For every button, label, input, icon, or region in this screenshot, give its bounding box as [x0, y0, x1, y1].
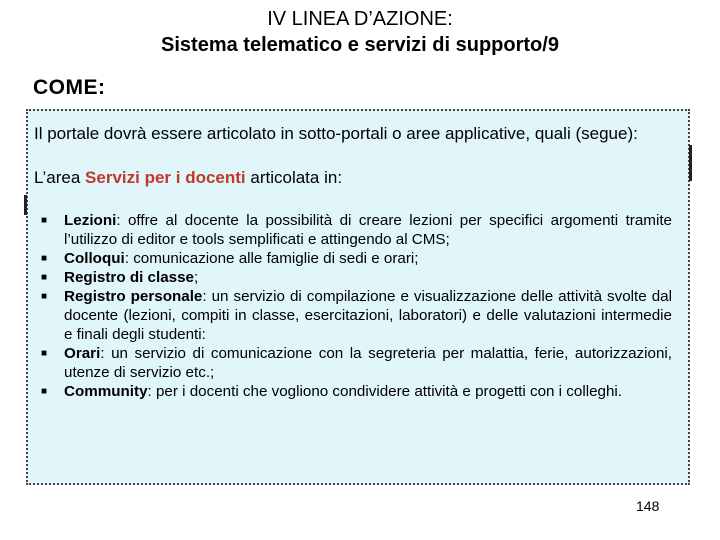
list-item — [34, 211, 672, 249]
square-bullet-icon: ■ — [41, 386, 48, 397]
item-text: : per i docenti che vogliono condividere attività e progetti con i colleghi. — [147, 383, 622, 400]
area-highlight: Servizi per i docenti — [85, 168, 246, 187]
square-bullet-icon: ■ — [41, 253, 48, 264]
square-bullet-icon: ■ — [41, 291, 48, 302]
list-item — [34, 344, 672, 382]
list-item — [34, 268, 672, 287]
section-label: COME: — [33, 76, 106, 99]
square-bullet-icon: ■ — [41, 272, 48, 283]
slide-title — [0, 6, 720, 58]
item-term: Orari — [64, 345, 101, 362]
right-edge-bar — [689, 145, 692, 181]
content-box — [26, 109, 690, 485]
item-term: Colloqui — [64, 250, 125, 267]
item-term: Lezioni — [64, 212, 117, 229]
item-term: Registro di classe — [64, 269, 194, 286]
square-bullet-icon: ■ — [41, 348, 48, 359]
square-bullet-icon: ■ — [41, 215, 48, 226]
services-list — [34, 211, 672, 401]
area-suffix: articolata in: — [245, 168, 343, 187]
content-body — [34, 123, 672, 401]
page-number: 148 — [636, 498, 660, 514]
intro-paragraph: Il portale dovrà essere articolato in sotto-portali o aree applicative, quali (segue): — [34, 124, 638, 143]
area-paragraph — [34, 167, 672, 189]
left-edge-bar — [24, 195, 27, 215]
list-item — [34, 382, 672, 401]
title-line-1: IV LINEA D’AZIONE: — [267, 8, 453, 30]
item-text: : un servizio di compilazione e visualizzazione delle attività svolte dal docente (lezioni, compiti in classe, esercitazioni, laboratori) e delle valutazioni intermedie e finali degli studenti: — [64, 288, 672, 343]
area-prefix: L’area — [34, 168, 86, 187]
item-text: : un servizio di comunicazione con la segreteria per malattia, ferie, autorizzazioni, utenze di servizio etc.; — [64, 345, 672, 381]
list-item — [34, 287, 672, 344]
item-text: : offre al docente la possibilità di creare lezioni per specifici argomenti tramite l’utilizzo di editor e tools semplificati e attingendo al CMS; — [64, 212, 672, 248]
list-item — [34, 249, 672, 268]
item-text: ; — [194, 269, 199, 286]
item-term: Registro personale — [64, 288, 203, 305]
item-term: Community — [64, 383, 148, 400]
item-text: : comunicazione alle famiglie di sedi e orari; — [124, 250, 419, 267]
title-line-2: Sistema telematico e servizi di supporto/9 — [161, 34, 559, 56]
